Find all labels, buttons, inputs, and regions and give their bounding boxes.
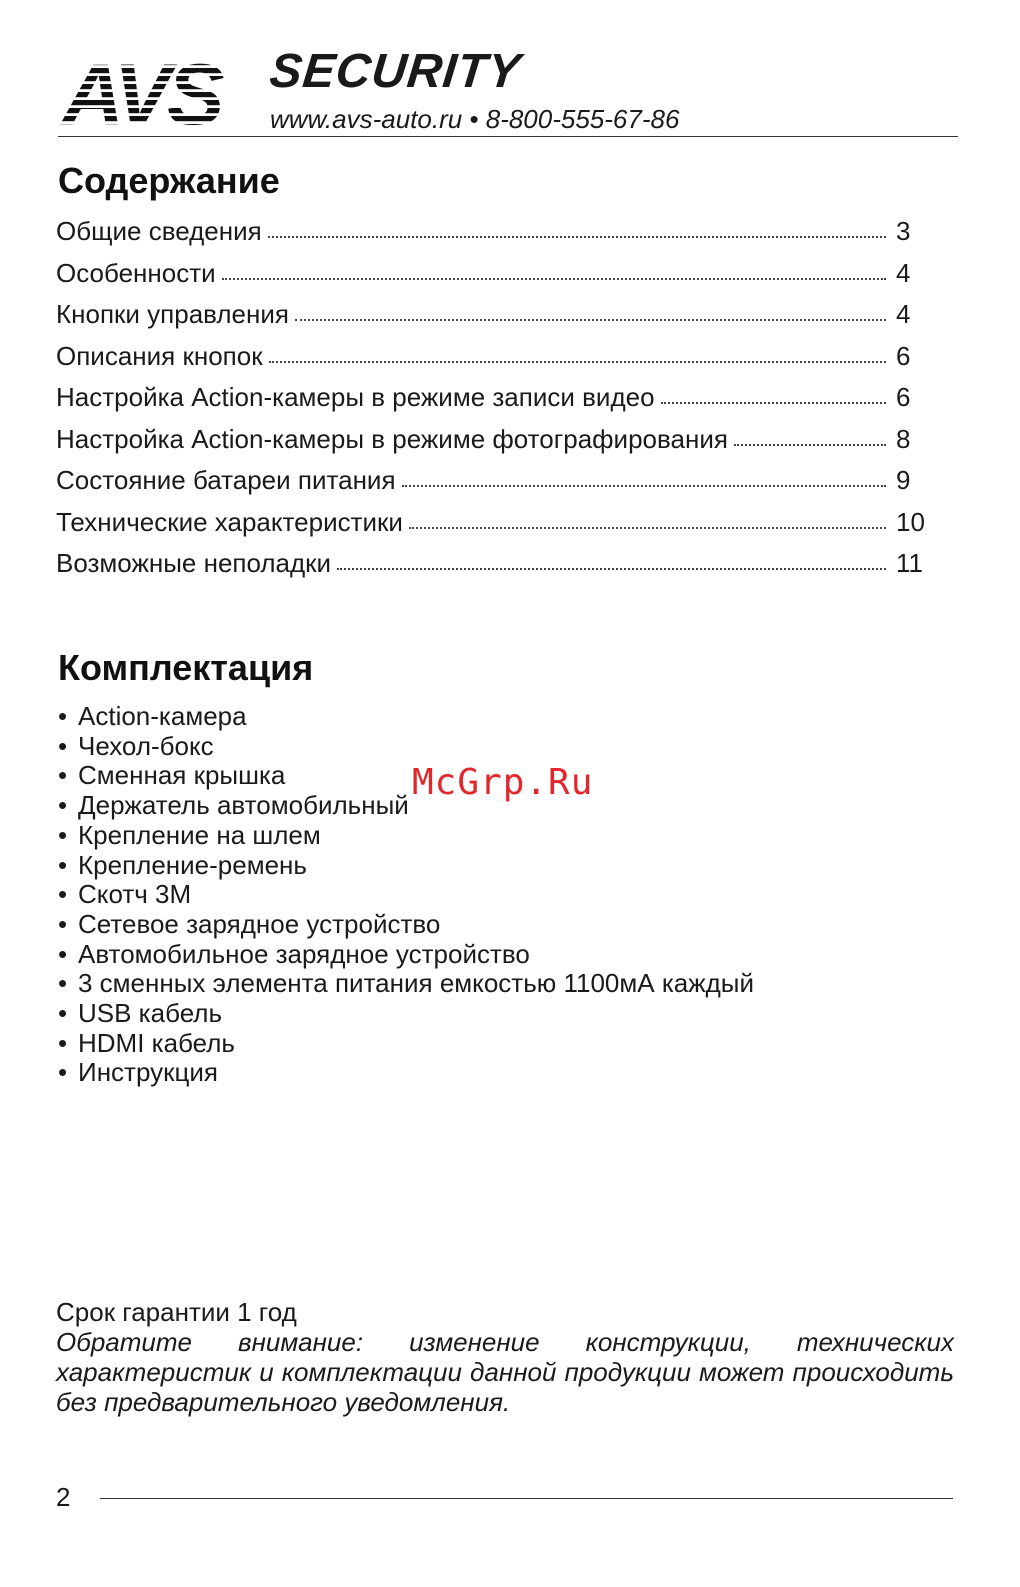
toc-leader-dots (269, 357, 886, 363)
kit-list-item (58, 821, 754, 851)
bullet-icon: • (58, 879, 68, 910)
toc-leader-dots (409, 523, 886, 529)
kit-list-item-label: Сменная крышка (78, 760, 286, 791)
kit-heading: Комплектация (58, 647, 314, 688)
table-of-contents (56, 216, 936, 590)
header-divider (58, 136, 958, 137)
toc-entry (56, 465, 936, 507)
contents-heading: Содержание (58, 160, 280, 201)
kit-list-item-label: Скотч 3М (78, 879, 192, 910)
toc-entry-page: 4 (896, 299, 911, 329)
bullet-icon: • (58, 760, 68, 791)
kit-list-item (58, 1029, 754, 1059)
toc-entry-title: Настройка Action-камеры в режиме фотографирования (56, 423, 728, 454)
toc-entry-page: 8 (896, 423, 911, 454)
kit-list-item-label: Крепление на шлем (78, 819, 321, 850)
toc-entry-page: 6 (896, 382, 911, 412)
bullet-icon: • (58, 908, 68, 939)
bullet-icon: • (58, 701, 68, 731)
toc-entry (56, 382, 936, 424)
brand-name: SECURITY (267, 45, 524, 98)
bullet-icon: • (58, 730, 68, 761)
toc-leader-dots (734, 440, 886, 446)
toc-entry (56, 216, 936, 258)
toc-entry-title: Состояние батареи питания (56, 465, 396, 495)
toc-entry-page: 9 (896, 465, 911, 495)
kit-list-item (58, 702, 754, 732)
bullet-icon: • (58, 1057, 68, 1088)
toc-entry (56, 424, 936, 466)
toc-entry-title: Возможные неполадки (56, 548, 332, 578)
footer-divider (100, 1498, 953, 1499)
kit-list-item-label: Сетевое зарядное устройство (78, 908, 441, 939)
toc-entry-page: 3 (896, 216, 911, 246)
toc-entry-page: 10 (896, 506, 925, 537)
kit-list (58, 702, 754, 1088)
toc-entry (56, 258, 936, 300)
toc-entry (56, 341, 936, 383)
toc-leader-dots (268, 232, 886, 238)
bullet-icon: • (58, 968, 68, 999)
bullet-icon: • (58, 819, 68, 850)
toc-entry (56, 507, 936, 549)
kit-list-item-label: Держатель автомобильный (78, 790, 409, 821)
kit-list-item (58, 851, 754, 881)
toc-leader-dots (402, 481, 886, 487)
kit-list-item (58, 880, 754, 910)
toc-entry (56, 299, 936, 341)
kit-list-item-label: Чехол-бокс (78, 730, 214, 761)
bullet-icon: • (58, 1027, 68, 1058)
toc-entry-title: Настройка Action-камеры в режиме записи видео (56, 382, 655, 412)
kit-list-item (58, 940, 754, 970)
page-header (58, 45, 958, 142)
toc-entry-title: Кнопки управления (56, 299, 289, 329)
kit-list-item (58, 1058, 754, 1088)
toc-entry-page: 4 (896, 257, 911, 288)
kit-list-item (58, 910, 754, 940)
kit-list-item-label: HDMI кабель (78, 1027, 235, 1058)
toc-entry-page: 11 (896, 548, 923, 578)
toc-entry (56, 548, 936, 590)
toc-entry-title: Описания кнопок (56, 340, 263, 371)
kit-list-item (58, 999, 754, 1029)
kit-list-item-label: Автомобильное зарядное устройство (78, 938, 530, 969)
avs-logo (58, 52, 256, 132)
kit-list-item (58, 791, 754, 821)
bullet-icon: • (58, 849, 68, 880)
page-number: 2 (56, 1482, 71, 1512)
kit-list-item (58, 969, 754, 999)
toc-leader-dots (337, 564, 886, 570)
bullet-icon: • (58, 938, 68, 969)
kit-list-item-label: 3 сменных элемента питания емкостью 1100мА каждый (78, 968, 754, 999)
warranty-text: Срок гарантии 1 год (56, 1297, 297, 1327)
bullet-icon: • (58, 998, 68, 1029)
toc-entry-title: Технические характеристики (56, 506, 403, 537)
kit-list-item-label: Action-камера (78, 701, 247, 731)
notice-text: Обратите внимание: изменение конструкции, технических характеристик и комплектации данной продукции может происходить без предварительного уведомления. (56, 1327, 954, 1417)
kit-list-item (58, 732, 754, 762)
kit-list-item-label: Инструкция (78, 1057, 218, 1088)
contact-line: www.avs-auto.ru • 8-800-555-67-86 (270, 104, 680, 134)
toc-leader-dots (222, 274, 886, 280)
kit-list-item (58, 761, 754, 791)
avs-logo-text: AVS (62, 52, 221, 132)
toc-entry-title: Особенности (56, 257, 216, 288)
kit-list-item-label: Крепление-ремень (78, 849, 307, 880)
toc-entry-title: Общие сведения (56, 216, 262, 246)
toc-leader-dots (661, 398, 886, 404)
bullet-icon: • (58, 790, 68, 821)
toc-leader-dots (295, 315, 886, 321)
kit-list-item-label: USB кабель (78, 998, 223, 1029)
watermark: McGrp.Ru (412, 762, 594, 803)
toc-entry-page: 6 (896, 340, 911, 371)
